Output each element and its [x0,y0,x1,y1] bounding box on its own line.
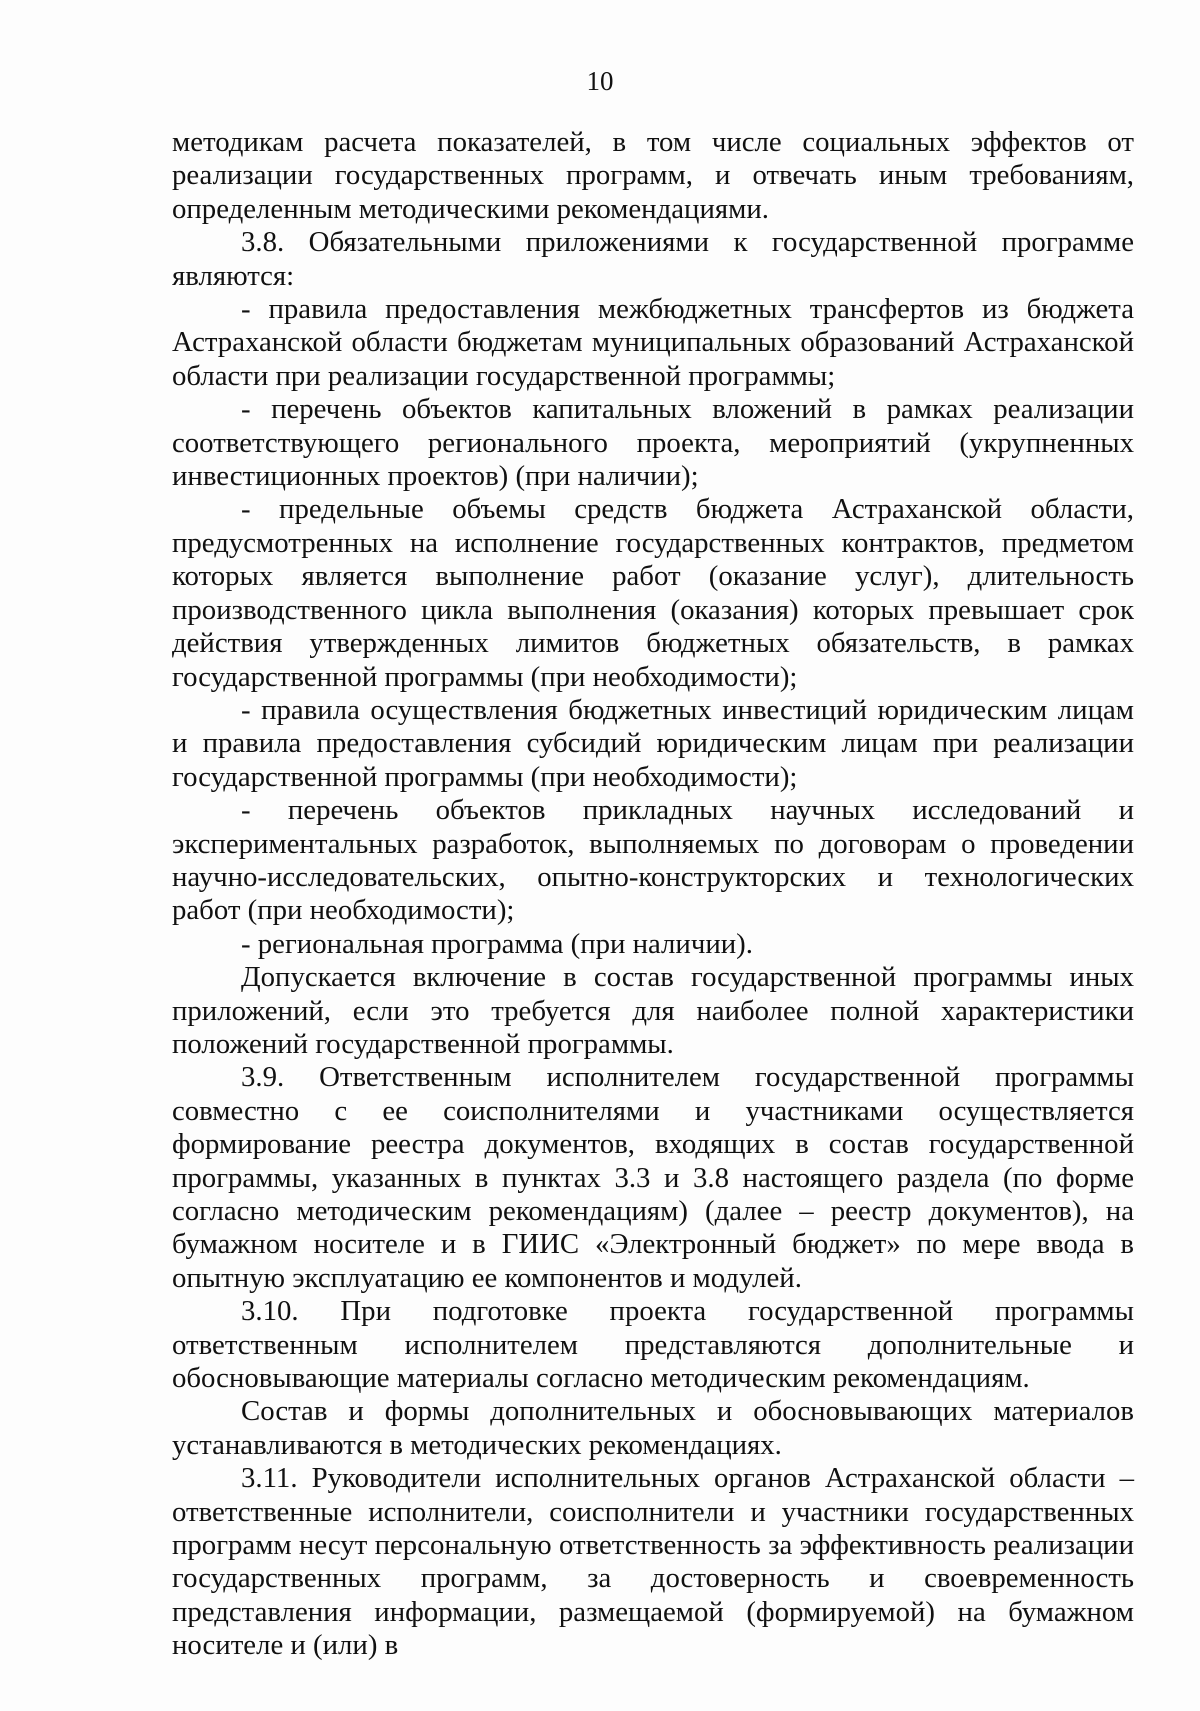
paragraph: Допускается включение в состав государственной программы иных приложений, если это требуется для наиболее полной характеристики положений государственной программы. [172,961,1134,1060]
list-item: - региональная программа (при наличии). [241,927,753,960]
list-item: - предельные объемы средств бюджета Астраханской области, предусмотренных на исполнение государственных контрактов, предметом которых является выполнение работ (оказание услуг), длительность производственного цикла выполнения (оказания) которых превышает срок действия утвержденных лимитов бюджетных обязательств, в рамках государственной программы (при необходимости); [172,493,1134,693]
list-item: - правила предоставления межбюджетных трансфертов из бюджета Астраханской области бюджетам муниципальных образований Астраханской области при реализации государственной программы; [172,293,1134,392]
page-number: 10 [586,66,614,96]
paragraph-3-10: 3.10. При подготовке проекта государственной программы ответственным исполнителем представляются дополнительные и обосновывающие материалы согласно методическим рекомендациям. [172,1295,1134,1395]
list-item: - перечень объектов прикладных научных исследований и экспериментальных разработок, выполняемых по договорам о проведении научно-исследовательских, опытно-конструкторских и технологических работ (при необходимости); [172,794,1134,927]
paragraph-3-9: 3.9. Ответственным исполнителем государственной программы совместно с ее соисполнителями и участниками осуществляется формирование реестра документов, входящих в состав государственной программы, указанных в пунктах 3.3 и 3.8 настоящего раздела (по форме согласно методическим рекомендациям) (далее – реестр документов), на бумажном носителе и в ГИИС «Электронный бюджет» по мере ввода в опытную эксплуатацию ее компонентов и модулей. [172,1061,1134,1294]
list-item: - перечень объектов капитальных вложений в рамках реализации соответствующего регионального проекта, мероприятий (укрупненных инвестиционных проектов) (при наличии); [172,393,1134,493]
paragraph-3-11: 3.11. Руководители исполнительных органов Астраханской области – ответственные исполнители, соисполнители и участники государственных программ несут персональную ответственность за эффективность реализации государственных программ, за достоверность и своевременность представления информации, размещаемой (формируемой) на бумажном носителе и (или) в [172,1462,1134,1662]
list-item: - правила осуществления бюджетных инвестиций юридическим лицам и правила предоставления субсидий юридическим лицам при реализации государственной программы (при необходимости); [172,693,1134,793]
paragraph: Состав и формы дополнительных и обосновывающих материалов устанавливаются в методических рекомендациях. [172,1395,1134,1461]
paragraph-3-8: 3.8. Обязательными приложениями к государственной программе являются: [172,226,1134,292]
paragraph: методикам расчета показателей, в том числе социальных эффектов от реализации государственных программ, и отвечать иным требованиям, определенным методическими рекомендациями. [172,126,1134,225]
document-body [172,126,1134,1663]
